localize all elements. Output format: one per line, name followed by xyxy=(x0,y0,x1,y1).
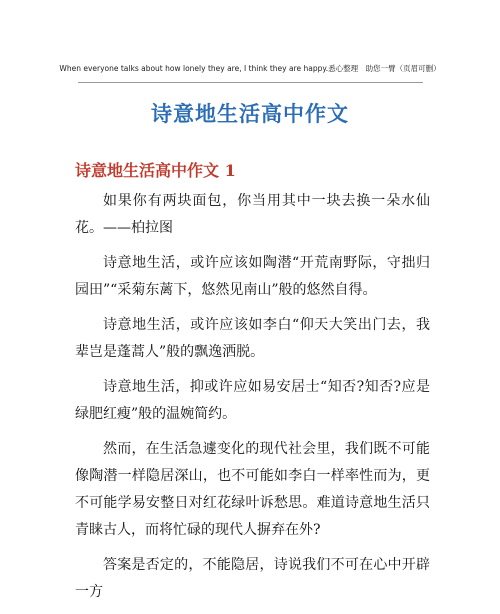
essay-body xyxy=(75,188,430,614)
paragraph: 然而，在生活急遽变化的现代社会里，我们既不可能像陶潜一样隐居深山，也不可能如李白一样率性而为，更不可能学易安整日对红花绿叶诉愁思。难道诗意地生活只青睐古人，而将忙碌的现代人摒弃在外? xyxy=(75,441,430,538)
section-heading: 诗意地生活高中作文 1 xyxy=(75,161,236,180)
header-divider xyxy=(78,82,423,83)
document-title: 诗意地生活高中作文 xyxy=(151,101,349,126)
paragraph: 诗意地生活，或许应该如李白“仰天大笑出门去，我辈岂是蓬蒿人”般的飘逸洒脱。 xyxy=(75,317,430,360)
page-header: When everyone talks about how lonely they are, I think they are happy.悉心整理 助您一臂（页眉可删） xyxy=(59,64,441,73)
paragraph: 答案是否定的，不能隐居，诗说我们不可在心中开辟一方 xyxy=(75,557,430,600)
paragraph: 诗意地生活，抑或许应如易安居士“知否?知否?应是绿肥红瘦”般的温婉简约。 xyxy=(75,379,430,422)
paragraph: 如果你有两块面包，你当用其中一块去换一朵水仙花。——柏拉图 xyxy=(75,193,430,236)
paragraph: 诗意地生活，或许应该如陶潜“开荒南野际，守拙归园田”“采菊东蓠下，悠然见南山”般的悠然自得。 xyxy=(75,255,430,298)
